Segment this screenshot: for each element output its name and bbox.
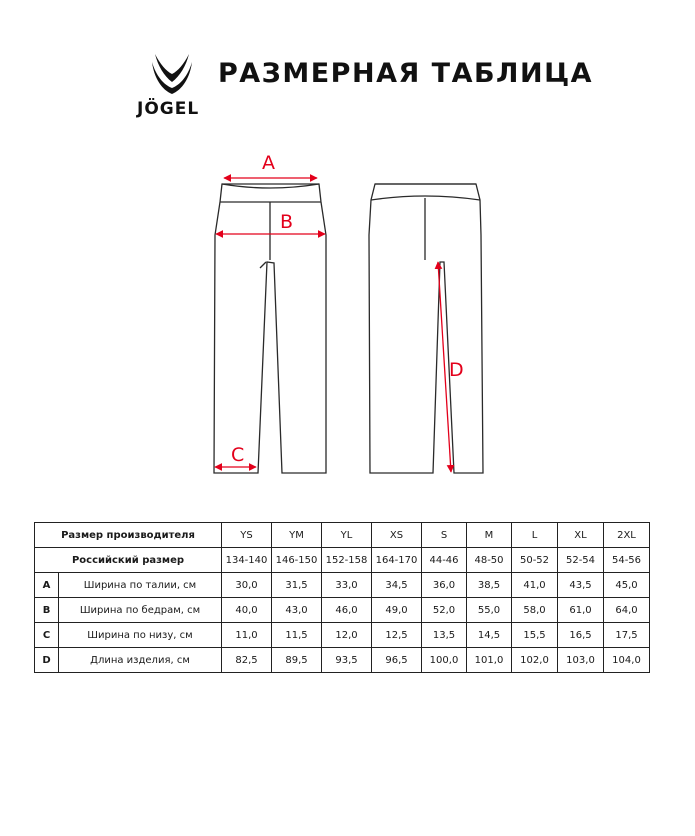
row-label: Ширина по бедрам, см: [59, 598, 222, 623]
brand-logo-text: JÖGEL: [137, 99, 200, 119]
table-row-b: [35, 598, 650, 623]
table-cell: 49,0: [372, 598, 422, 623]
table-cell: 100,0: [422, 648, 467, 673]
table-cell: 31,5: [272, 573, 322, 598]
page-title: РАЗМЕРНАЯ ТАБЛИЦА: [218, 58, 594, 89]
measure-d-label: D: [449, 359, 464, 381]
row-label: Ширина по низу, см: [59, 623, 222, 648]
table-cell: 41,0: [512, 573, 558, 598]
russian-size-cell: 48-50: [467, 548, 512, 573]
table-cell: 34,5: [372, 573, 422, 598]
pants-front-view: [214, 184, 326, 473]
row-letter: B: [35, 598, 59, 623]
table-cell: 36,0: [422, 573, 467, 598]
russian-size-cell: 152-158: [322, 548, 372, 573]
maker-size-cell: S: [422, 523, 467, 548]
table-cell: 38,5: [467, 573, 512, 598]
russian-size-cell: 134-140: [222, 548, 272, 573]
russian-size-cell: 146-150: [272, 548, 322, 573]
table-cell: 89,5: [272, 648, 322, 673]
measure-lines: [215, 178, 451, 472]
table-cell: 33,0: [322, 573, 372, 598]
table-cell: 82,5: [222, 648, 272, 673]
table-cell: 30,0: [222, 573, 272, 598]
measure-c-label: C: [231, 444, 245, 466]
russian-size-header: Российский размер: [35, 548, 222, 573]
table-row-russian-sizes: [35, 548, 650, 573]
row-letter: C: [35, 623, 59, 648]
maker-size-cell: YS: [222, 523, 272, 548]
table-cell: 16,5: [558, 623, 604, 648]
russian-size-cell: 54-56: [604, 548, 650, 573]
maker-size-cell: YM: [272, 523, 322, 548]
brand-logo: [130, 52, 210, 122]
table-cell: 52,0: [422, 598, 467, 623]
table-cell: 61,0: [558, 598, 604, 623]
table-row-c: [35, 623, 650, 648]
maker-size-cell: M: [467, 523, 512, 548]
table-cell: 93,5: [322, 648, 372, 673]
table-cell: 58,0: [512, 598, 558, 623]
table-cell: 12,5: [372, 623, 422, 648]
table-row-a: [35, 573, 650, 598]
russian-size-cell: 44-46: [422, 548, 467, 573]
maker-size-header: Размер производителя: [35, 523, 222, 548]
table-cell: 40,0: [222, 598, 272, 623]
row-label: Длина изделия, см: [59, 648, 222, 673]
maker-size-cell: L: [512, 523, 558, 548]
table-cell: 13,5: [422, 623, 467, 648]
row-letter: A: [35, 573, 59, 598]
maker-size-cell: YL: [322, 523, 372, 548]
table-cell: 102,0: [512, 648, 558, 673]
russian-size-cell: 52-54: [558, 548, 604, 573]
jogel-emblem-icon: [150, 52, 194, 96]
table-cell: 101,0: [467, 648, 512, 673]
table-cell: 43,5: [558, 573, 604, 598]
table-cell: 64,0: [604, 598, 650, 623]
table-row-d: [35, 648, 650, 673]
table-cell: 55,0: [467, 598, 512, 623]
table-cell: 17,5: [604, 623, 650, 648]
table-cell: 45,0: [604, 573, 650, 598]
maker-size-cell: 2XL: [604, 523, 650, 548]
measure-b-label: B: [280, 211, 294, 233]
maker-size-cell: XL: [558, 523, 604, 548]
table-cell: 46,0: [322, 598, 372, 623]
table-row-maker-sizes: [35, 523, 650, 548]
measure-a-label: A: [262, 152, 275, 174]
table-cell: 104,0: [604, 648, 650, 673]
russian-size-cell: 164-170: [372, 548, 422, 573]
pants-back-view: [369, 184, 483, 473]
pants-diagram: [200, 140, 500, 485]
table-cell: 11,0: [222, 623, 272, 648]
russian-size-cell: 50-52: [512, 548, 558, 573]
table-cell: 14,5: [467, 623, 512, 648]
row-letter: D: [35, 648, 59, 673]
table-cell: 15,5: [512, 623, 558, 648]
table-cell: 103,0: [558, 648, 604, 673]
table-cell: 12,0: [322, 623, 372, 648]
size-table: [34, 522, 650, 673]
table-cell: 11,5: [272, 623, 322, 648]
table-cell: 43,0: [272, 598, 322, 623]
pants-drawing: [200, 140, 500, 485]
table-cell: 96,5: [372, 648, 422, 673]
row-label: Ширина по талии, см: [59, 573, 222, 598]
maker-size-cell: XS: [372, 523, 422, 548]
